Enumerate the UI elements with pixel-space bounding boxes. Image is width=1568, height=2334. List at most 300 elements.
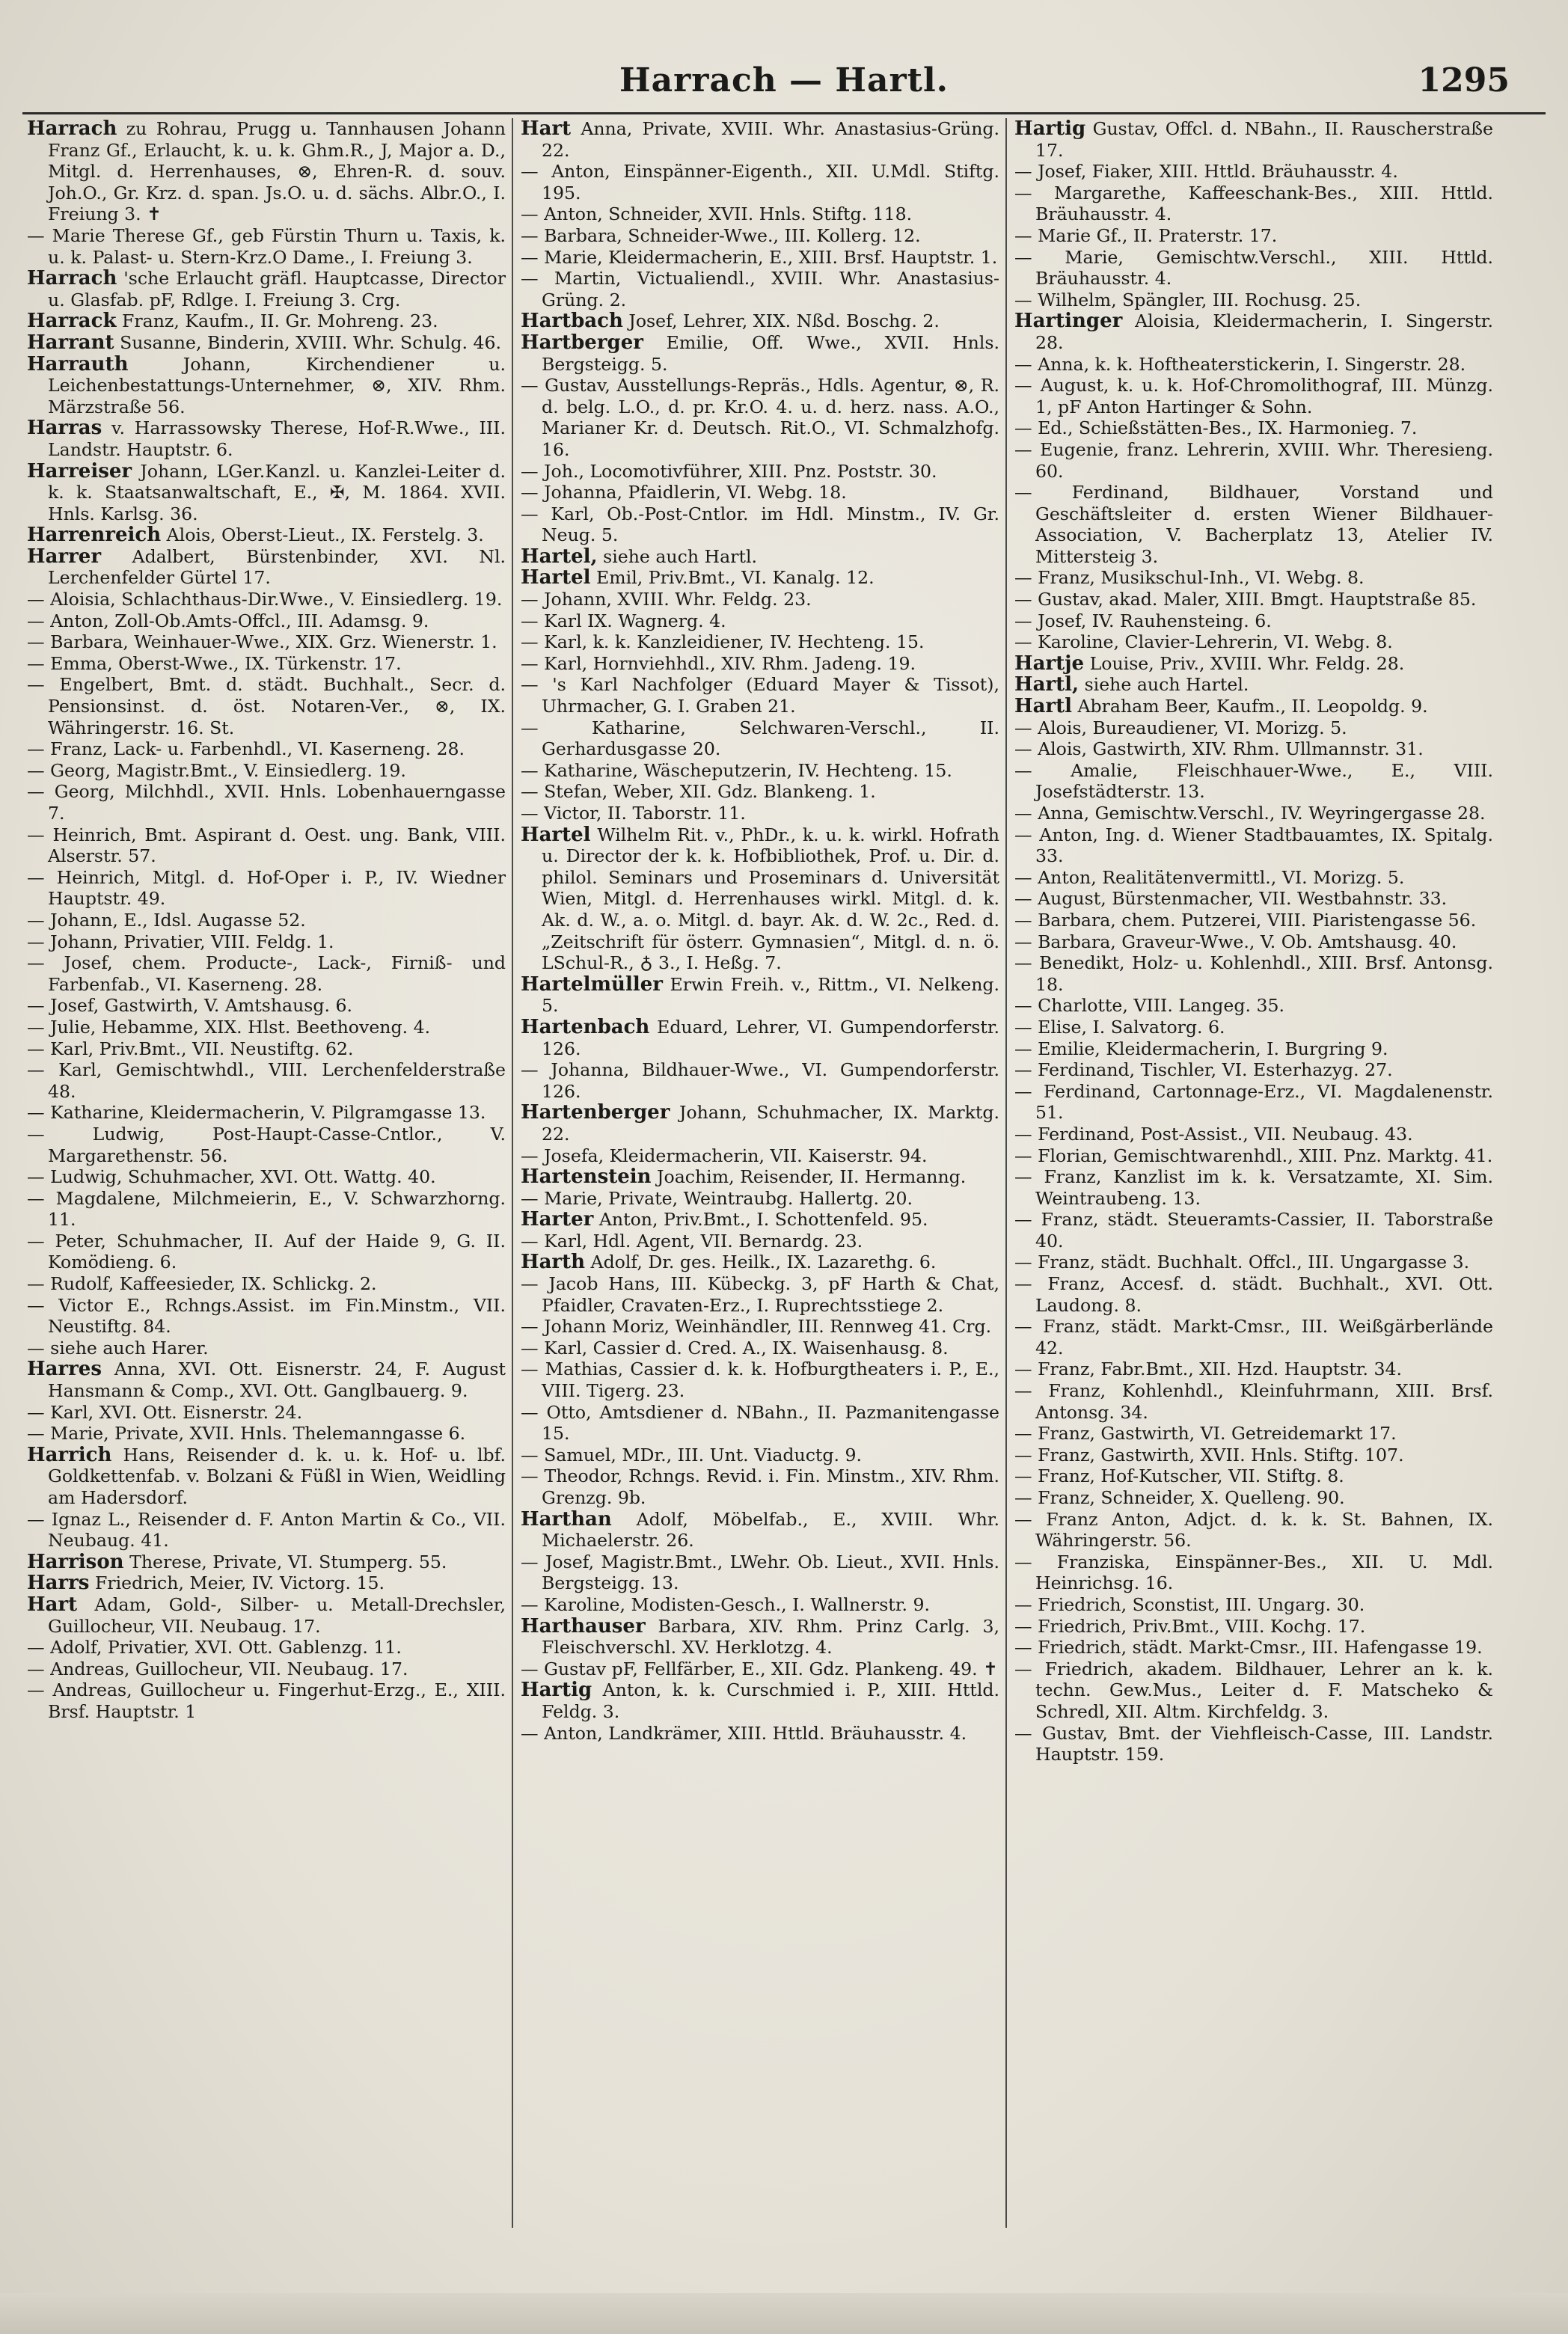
directory-entry — [27, 1059, 506, 1102]
directory-entry — [1014, 824, 1493, 867]
entry-text: — Wilhelm, Spängler, III. Rochusg. 25. — [1014, 289, 1362, 310]
entry-text: — Karl, Priv.Bmt., VII. Neustiftg. 62. — [27, 1038, 354, 1059]
directory-entry — [1014, 1594, 1493, 1616]
entry-text: — Andreas, Guillocheur u. Fingerhut-Erzg., E., XIII. Brsf. Hauptstr. 1 — [27, 1679, 506, 1722]
entry-text: — Adolf, Privatier, XVI. Ott. Gablenzg. 11. — [27, 1637, 402, 1658]
entry-surname: Harrenreich — [27, 524, 162, 547]
entry-text: — Theodor, Rchngs. Revid. i. Fin. Minstm., XIV. Rhm. Grenzg. 9b. — [521, 1465, 999, 1508]
entry-text: Johann, Schuhmacher, IX. Marktg. 22. — [542, 1102, 999, 1145]
entry-text: — Friedrich, städt. Markt-Cmsr., III. Hafengasse 19. — [1014, 1637, 1483, 1658]
entry-text: — Franz, Kanzlist im k. k. Versatzamte, XI. Sim. Weintraubeng. 13. — [1014, 1166, 1493, 1209]
entry-text: — Karoline, Clavier-Lehrerin, VI. Webg. 8. — [1014, 631, 1393, 653]
entry-surname: Hartelmüller — [521, 972, 663, 996]
directory-entry — [521, 1273, 999, 1316]
entry-text: Gustav, Offcl. d. NBahn., II. Rauscherstraße 17. — [1035, 118, 1494, 161]
directory-entry — [1014, 631, 1493, 653]
entry-text: — Andreas, Guillocheur, VII. Neubaug. 17. — [27, 1658, 408, 1679]
directory-entry — [1014, 354, 1493, 376]
entry-text: — Karl, Gemischtwhdl., VIII. Lerchenfelderstraße 48. — [27, 1059, 506, 1102]
entry-text: — Georg, Milchhdl., XVII. Hnls. Lobenhauerngasse 7. — [27, 781, 506, 824]
entry-text: — Anton, Ing. d. Wiener Stadtbauamtes, IX. Spitalg. 33. — [1014, 824, 1493, 867]
entry-text: — Katharine, Wäscheputzerin, IV. Hechteng. 15. — [521, 759, 952, 781]
entry-text: Anton, Priv.Bmt., I. Schottenfeld. 95. — [598, 1209, 928, 1231]
entry-text: — Franz, Schneider, X. Quelleng. 90. — [1014, 1487, 1345, 1508]
directory-entry — [27, 1231, 506, 1273]
entry-text: — Karl, XVI. Ott. Eisnerstr. 24. — [27, 1401, 303, 1423]
running-title: Harrach — Hartl. — [619, 61, 949, 99]
entry-surname: Harrack — [27, 310, 117, 333]
directory-entry — [521, 974, 999, 1017]
entry-text: — 's Karl Nachfolger (Eduard Mayer & Tissot), Uhrmacher, G. I. Graben 21. — [521, 674, 999, 717]
directory-entry — [27, 1338, 506, 1359]
entry-text: — Aloisia, Schlachthaus-Dir.Wwe., V. Einsiedlerg. 19. — [27, 589, 503, 610]
directory-entry — [1014, 1359, 1493, 1380]
entry-text: — siehe auch Harer. — [27, 1337, 209, 1359]
directory-entry — [1014, 375, 1493, 417]
entry-text: — Alois, Bureaudiener, VI. Morizg. 5. — [1014, 717, 1347, 738]
entry-text: — Samuel, MDr., III. Unt. Viaductg. 9. — [521, 1444, 863, 1465]
entry-surname: Harrant — [27, 331, 114, 354]
entry-text: Emil, Priv.Bmt., VI. Kanalg. 12. — [596, 567, 875, 589]
entry-text: — Barbara, Schneider-Wwe., III. Kollerg. 12. — [521, 224, 921, 246]
entry-text: Johann, LGer.Kanzl. u. Kanzlei-Leiter d. k. k. Staatsanwaltschaft, E., ✠, M. 1864. XVII. Hnls. Karlsg. 36. — [48, 460, 506, 524]
directory-entry — [521, 1209, 999, 1231]
entry-text: Abraham Beer, Kaufm., II. Leopoldg. 9. — [1077, 696, 1428, 717]
entry-surname: Harres — [27, 1358, 102, 1381]
entry-text: Josef, Lehrer, XIX. Nßd. Boschg. 2. — [628, 310, 940, 332]
entry-surname: Hart — [27, 1593, 78, 1616]
directory-entry — [1014, 1124, 1493, 1145]
directory-entry — [27, 1552, 506, 1573]
entry-text: — Emma, Oberst-Wwe., IX. Türkenstr. 17. — [27, 652, 402, 674]
directory-entry — [1014, 1380, 1493, 1423]
entry-text: — Marie Therese Gf., geb Fürstin Thurn u. Taxis, k. u. k. Palast- u. Stern-Krz.O Dame., I. Freiung 3. — [27, 224, 506, 268]
entry-text: Anna, Private, XVIII. Whr. Anastasius-Grüng. 22. — [542, 118, 1000, 161]
directory-entry — [521, 803, 999, 824]
entry-text: Anna, XVI. Ott. Eisnerstr. 24, F. August Hansmann & Comp., XVI. Ott. Ganglbauerg. 9. — [48, 1359, 506, 1402]
entry-text: — Ferdinand, Post-Assist., VII. Neubaug. 43. — [1014, 1123, 1413, 1145]
directory-entry — [27, 332, 506, 354]
entry-text: — Amalie, Fleischhauer-Wwe., E., VIII. Josefstädterstr. 13. — [1014, 759, 1493, 803]
entry-text: Hans, Reisender d. k. u. k. Hof- u. lbf. Goldkettenfab. v. Bolzani & Füßl in Wien, Weidling am Hadersdorf. — [48, 1444, 506, 1508]
directory-entry — [27, 1509, 506, 1552]
directory-entry — [1014, 738, 1493, 760]
directory-entry — [521, 1017, 999, 1059]
header-rule — [22, 112, 1546, 114]
entry-surname: Hartig — [521, 1679, 592, 1702]
entry-text: — Karl, Hornviehhdl., XIV. Rhm. Jadeng. 19. — [521, 652, 916, 674]
entry-text: Louise, Priv., XVIII. Whr. Feldg. 28. — [1089, 652, 1405, 674]
directory-entry — [1014, 1616, 1493, 1638]
directory-entry — [521, 1723, 999, 1745]
entry-text: — Martin, Victualiendl., XVIII. Whr. Anastasius-Grüng. 2. — [521, 268, 999, 310]
entry-text: — Franz, städt. Buchhalt. Offcl., III. Ungargasse 3. — [1014, 1252, 1470, 1273]
entry-text: — Heinrich, Bmt. Aspirant d. Oest. ung. Bank, VIII. Alserstr. 57. — [27, 824, 506, 867]
entry-surname: Hart — [521, 117, 572, 140]
directory-entry — [1014, 952, 1493, 995]
directory-entry — [521, 1594, 999, 1616]
entry-text: — Johanna, Pfaidlerin, VI. Webg. 18. — [521, 482, 847, 503]
directory-entry — [1014, 183, 1493, 225]
entry-text: Barbara, XIV. Rhm. Prinz Carlg. 3, Fleischverschl. XV. Herklotzg. 4. — [542, 1615, 1000, 1658]
directory-entry — [27, 653, 506, 675]
entry-text: — Ferdinand, Cartonnage-Erz., VI. Magdalenenstr. 51. — [1014, 1080, 1493, 1124]
entry-text: — Margarethe, Kaffeeschank-Bes., XIII. Httld. Bräuhausstr. 4. — [1014, 182, 1493, 225]
entry-text: Erwin Freih. v., Rittm., VI. Nelkeng. 5. — [542, 973, 999, 1017]
entry-text: — August, k. u. k. Hof-Chromolithograf, III. Münzg. 1, pF Anton Hartinger & Sohn. — [1014, 375, 1493, 417]
entry-text: — Jacob Hans, III. Kübeckg. 3, pF Harth & Chat, Pfaidler, Cravaten-Erz., I. Ruprechtsstiege 2. — [521, 1273, 999, 1316]
entry-text: — Florian, Gemischtwarenhdl., XIII. Pnz. Marktg. 41. — [1014, 1145, 1493, 1166]
directory-entry — [27, 310, 506, 332]
entry-text: — Franz, städt. Markt-Cmsr., III. Weißgärberlände 42. — [1014, 1316, 1493, 1359]
entry-surname: Hartel — [521, 566, 591, 589]
directory-entry — [1014, 1509, 1493, 1552]
directory-entry — [27, 631, 506, 653]
directory-entry — [1014, 567, 1493, 589]
directory-entry — [1014, 931, 1493, 953]
entry-text: — Josefa, Kleidermacherin, VII. Kaiserstr. 94. — [521, 1145, 928, 1166]
directory-entry — [27, 995, 506, 1017]
entry-text: — Gustav, Ausstellungs-Repräs., Hdls. Agentur, ⊗, R. d. belg. L.O., d. pr. Kr.O. 4. u. d. herz. nass. A.O., Marianer Kr. d. Deutsch. Rit.O., VI. Schmalzhofg. 16. — [521, 375, 999, 460]
directory-entry — [521, 118, 999, 161]
entry-surname: Harras — [27, 417, 102, 440]
directory-entry — [521, 1231, 999, 1252]
directory-entry — [521, 1102, 999, 1145]
directory-entry — [1014, 674, 1493, 696]
entry-text: — Josef, Gastwirth, V. Amtshausg. 6. — [27, 995, 353, 1017]
column-2 — [521, 118, 999, 1744]
entry-text: — Barbara, Weinhauer-Wwe., XIX. Grz. Wienerstr. 1. — [27, 631, 497, 653]
entry-text: — Ludwig, Schuhmacher, XVI. Ott. Wattg. 40. — [27, 1166, 436, 1188]
entry-surname: Hartberger — [521, 331, 643, 354]
directory-entry — [521, 546, 999, 568]
directory-entry — [521, 375, 999, 460]
entry-text: — Johann, XVIII. Whr. Feldg. 23. — [521, 589, 812, 610]
directory-entry — [1014, 439, 1493, 482]
entry-text: Franz, Kaufm., II. Gr. Mohreng. 23. — [122, 310, 438, 332]
entry-text: — Peter, Schuhmacher, II. Auf der Haide 9, G. II. Komödieng. 6. — [27, 1230, 506, 1273]
directory-entry — [521, 310, 999, 332]
entry-text: 'sche Erlaucht gräfl. Hauptcasse, Director u. Glasfab. pF, Rdlge. I. Freiung 3. Crg. — [48, 268, 506, 310]
directory-entry — [27, 1188, 506, 1231]
directory-entry — [1014, 1723, 1493, 1765]
entry-text: — Franz, Lack- u. Farbenhdl., VI. Kaserneng. 28. — [27, 738, 465, 760]
page-edge — [0, 2293, 1568, 2334]
entry-text: — Josef, Magistr.Bmt., LWehr. Ob. Lieut., XVII. Hnls. Bergsteigg. 13. — [521, 1551, 999, 1594]
directory-entry — [27, 417, 506, 460]
directory-entry — [27, 1445, 506, 1509]
entry-text: — Franz, Gastwirth, VI. Getreidemarkt 17. — [1014, 1423, 1397, 1445]
entry-surname: Hartel, — [521, 545, 598, 568]
entry-text: — Emilie, Kleidermacherin, I. Burgring 9. — [1014, 1038, 1388, 1059]
directory-entry — [27, 760, 506, 782]
directory-entry — [27, 1124, 506, 1166]
entry-surname: Hartel — [521, 823, 591, 846]
entry-surname: Hartenbach — [521, 1015, 650, 1038]
entry-text: — Gustav pF, Fellfärber, E., XII. Gdz. Plankeng. 49. ✝ — [521, 1658, 998, 1679]
entry-text: Adam, Gold-, Silber- u. Metall-Drechsler, Guillocheur, VII. Neubaug. 17. — [48, 1593, 506, 1637]
entry-text: zu Rohrau, Prugg u. Tannhausen Johann Franz Gf., Erlaucht, k. u. k. Ghm.R., J, Major a. D., Mitgl. d. Herrenhauses, ⊗, Ehren-R. d. souv. Joh.O., Gr. Krz. d. span. Js.O. u. d. sächs. Albr.O., I. Freiung 3. ✝ — [48, 118, 506, 225]
directory-entry — [521, 1552, 999, 1594]
directory-entry — [521, 1359, 999, 1401]
column-1 — [27, 118, 506, 1723]
entry-surname: Hartinger — [1014, 310, 1123, 333]
entry-text: — Rudolf, Kaffeesieder, IX. Schlickg. 2. — [27, 1273, 377, 1295]
directory-entry — [521, 247, 999, 269]
entry-surname: Harrich — [27, 1443, 112, 1466]
directory-entry — [1014, 760, 1493, 803]
directory-entry — [521, 1616, 999, 1658]
directory-entry — [1014, 610, 1493, 632]
directory-entry — [1014, 482, 1493, 567]
entry-text: — Franz, Accesf. d. städt. Buchhalt., XVI. Ott. Laudong. 8. — [1014, 1273, 1493, 1316]
directory-entry — [27, 781, 506, 824]
directory-entry — [27, 268, 506, 310]
directory-entry — [1014, 653, 1493, 675]
directory-entry — [521, 760, 999, 782]
entry-text: — Ferdinand, Tischler, VI. Esterhazyg. 27. — [1014, 1059, 1393, 1081]
directory-entry — [27, 1679, 506, 1722]
directory-entry — [1014, 1145, 1493, 1167]
directory-entry — [27, 1402, 506, 1424]
entry-text: — Anton, Einspänner-Eigenth., XII. U.Mdl. Stiftg. 195. — [521, 161, 999, 203]
entry-text: — Barbara, Graveur-Wwe., V. Ob. Amtshausg. 40. — [1014, 931, 1457, 952]
entry-text: — Franz, Hof-Kutscher, VII. Stiftg. 8. — [1014, 1465, 1344, 1487]
directory-entry — [27, 1166, 506, 1188]
entry-text: — Johann, Privatier, VIII. Feldg. 1. — [27, 931, 334, 952]
entry-text: — Josef, Fiaker, XIII. Httld. Bräuhausstr. 4. — [1014, 161, 1398, 183]
directory-entry — [1014, 1166, 1493, 1209]
column-separator — [1005, 118, 1007, 2228]
entry-text: — Josef, chem. Producte-, Lack-, Firniß- und Farbenfab., VI. Kaserneng. 28. — [27, 952, 506, 995]
directory-entry — [1014, 1209, 1493, 1252]
directory-entry — [1014, 803, 1493, 824]
directory-entry — [27, 867, 506, 910]
directory-entry — [1014, 1316, 1493, 1359]
entry-text: v. Harrassowsky Therese, Hof-R.Wwe., III. Landstr. Hauptstr. 6. — [48, 417, 506, 460]
entry-text: — Elise, I. Salvatorg. 6. — [1014, 1016, 1225, 1038]
directory-entry — [521, 1145, 999, 1167]
entry-text: Emilie, Off. Wwe., XVII. Hnls. Bergsteigg. 5. — [542, 331, 1000, 375]
entry-text: — Ed., Schießstätten-Bes., IX. Harmonieg. 7. — [1014, 417, 1418, 439]
directory-entry — [1014, 589, 1493, 610]
entry-text: — Franz, Fabr.Bmt., XII. Hzd. Hauptstr. 34. — [1014, 1359, 1403, 1380]
entry-surname: Hartl, — [1014, 673, 1079, 696]
entry-text: Susanne, Binderin, XVIII. Whr. Schulg. 46. — [120, 331, 501, 353]
entry-surname: Harthan — [521, 1507, 612, 1531]
entry-text: — Johann Moriz, Weinhändler, III. Rennweg 41. Crg. — [521, 1316, 992, 1338]
directory-entry — [1014, 225, 1493, 247]
entry-text: — Mathias, Cassier d. k. k. Hofburgtheaters i. P., E., VIII. Tigerg. 23. — [521, 1359, 999, 1402]
entry-text: Adolf, Möbelfab., E., XVIII. Whr. Michaelerstr. 26. — [542, 1508, 999, 1552]
directory-entry — [1014, 1445, 1493, 1466]
entry-text: — Franziska, Einspänner-Bes., XII. U. Mdl. Heinrichsg. 16. — [1014, 1551, 1493, 1594]
entry-text: Adolf, Dr. ges. Heilk., IX. Lazarethg. 6. — [590, 1252, 937, 1273]
entry-text: — Victor E., Rchngs.Assist. im Fin.Minstm., VII. Neustiftg. 84. — [27, 1294, 506, 1338]
entry-text: — Friedrich, Priv.Bmt., VIII. Kochg. 17. — [1014, 1615, 1366, 1637]
column-3 — [1014, 118, 1493, 1765]
entry-text: — Karl, Hdl. Agent, VII. Bernardg. 23. — [521, 1230, 863, 1252]
directory-entry — [1014, 1017, 1493, 1038]
directory-entry — [1014, 1637, 1493, 1658]
directory-entry — [521, 1188, 999, 1210]
directory-entry — [521, 1316, 999, 1338]
entry-text: Adalbert, Bürstenbinder, XVI. Nl. Lerchenfelder Gürtel 17. — [48, 545, 506, 589]
entry-text: — Josef, IV. Rauhensteing. 6. — [1014, 610, 1272, 631]
directory-entry — [1014, 1423, 1493, 1445]
directory-entry — [1014, 1081, 1493, 1124]
directory-entry — [27, 931, 506, 953]
entry-text: Therese, Private, VI. Stumperg. 55. — [129, 1551, 447, 1572]
entry-surname: Harthauser — [521, 1614, 646, 1638]
entry-text: — Ludwig, Post-Haupt-Casse-Cntlor., V. Margarethenstr. 56. — [27, 1123, 506, 1166]
entry-text: — Alois, Gastwirth, XIV. Rhm. Ullmannstr. 31. — [1014, 738, 1424, 760]
entry-surname: Harrach — [27, 117, 117, 140]
entry-text: — Barbara, chem. Putzerei, VIII. Piaristengasse 56. — [1014, 909, 1477, 931]
entry-text: — Karoline, Modisten-Gesch., I. Wallnerstr. 9. — [521, 1593, 930, 1615]
directory-entry — [521, 610, 999, 632]
directory-entry — [521, 781, 999, 803]
entry-text: — Gustav, Bmt. der Viehfleisch-Casse, III. Landstr. Hauptstr. 159. — [1014, 1722, 1493, 1765]
entry-text: — Franz, Gastwirth, XVII. Hnls. Stiftg. 107. — [1014, 1444, 1404, 1465]
directory-entry — [27, 674, 506, 738]
entry-text: — Karl, Cassier d. Cred. A., IX. Waisenhausg. 8. — [521, 1337, 949, 1359]
entry-text: — Johanna, Bildhauer-Wwe., VI. Gumpendorferstr. 126. — [521, 1059, 999, 1102]
directory-entry — [521, 461, 999, 483]
directory-entry — [27, 546, 506, 589]
entry-text: siehe auch Hartel. — [1084, 674, 1249, 696]
directory-entry — [27, 1017, 506, 1038]
directory-entry — [27, 952, 506, 995]
entry-text: — Marie, Private, XVII. Hnls. Thelemanngasse 6. — [27, 1423, 466, 1445]
directory-entry — [1014, 995, 1493, 1017]
directory-entry — [27, 1658, 506, 1680]
directory-entry — [521, 653, 999, 675]
entry-text: — Franz, städt. Steueramts-Cassier, II. Taborstraße 40. — [1014, 1209, 1493, 1252]
entry-text: — Franz Anton, Adjct. d. k. k. St. Bahnen, IX. Währingerstr. 56. — [1014, 1508, 1493, 1552]
entry-text: — Eugenie, franz. Lehrerin, XVIII. Whr. Theresieng. 60. — [1014, 438, 1493, 482]
entry-text: — Magdalene, Milchmeierin, E., V. Schwarzhorng. 11. — [27, 1187, 506, 1231]
directory-entry — [1014, 1273, 1493, 1316]
entry-text: Alois, Oberst-Lieut., IX. Ferstelg. 3. — [166, 524, 484, 546]
entry-text: — Anton, Schneider, XVII. Hnls. Stiftg. 118. — [521, 203, 913, 225]
directory-entry — [1014, 161, 1493, 183]
directory-entry — [521, 589, 999, 610]
entry-text: — Ignaz L., Reisender d. F. Anton Martin & Co., VII. Neubaug. 41. — [27, 1508, 506, 1552]
directory-entry — [521, 1509, 999, 1552]
entry-text: — Stefan, Weber, XII. Gdz. Blankeng. 1. — [521, 781, 876, 803]
entry-text: Eduard, Lehrer, VI. Gumpendorferstr. 126. — [542, 1016, 1000, 1059]
entry-text: — Marie Gf., II. Praterstr. 17. — [1014, 224, 1278, 246]
entry-text: — Karl IX. Wagnerg. 4. — [521, 610, 726, 631]
directory-entry — [27, 1637, 506, 1658]
entry-text: — Friedrich, akadem. Bildhauer, Lehrer an k. k. techn. Gew.Mus., Leiter d. F. Matscheko & Schredl, XII. Altm. Kirchfeldg. 3. — [1014, 1658, 1493, 1722]
directory-entry — [521, 1059, 999, 1102]
entry-text: — Victor, II. Taborstr. 11. — [521, 803, 746, 824]
entry-text: — Gustav, akad. Maler, XIII. Bmgt. Hauptstraße 85. — [1014, 589, 1477, 610]
entry-text: — Katharine, Selchwaren-Verschl., II. Gerhardusgasse 20. — [521, 717, 999, 760]
entry-surname: Hartenstein — [521, 1166, 652, 1189]
directory-entry — [521, 203, 999, 225]
entry-text: — Anna, k. k. Hoftheaterstickerin, I. Singerstr. 28. — [1014, 353, 1466, 375]
directory-entry — [521, 503, 999, 546]
directory-entry — [521, 567, 999, 589]
directory-entry — [1014, 118, 1493, 161]
directory-entry — [521, 1445, 999, 1466]
entry-text: — Benedikt, Holz- u. Kohlenhdl., XIII. Brsf. Antonsg. 18. — [1014, 952, 1493, 995]
directory-entry — [27, 118, 506, 225]
directory-entry — [1014, 247, 1493, 290]
directory-entry — [521, 631, 999, 653]
directory-entry — [1014, 1552, 1493, 1594]
directory-entry — [27, 589, 506, 610]
entry-text: — Karl, Ob.-Post-Cntlor. im Hdl. Minstm., IV. Gr. Neug. 5. — [521, 503, 999, 546]
entry-text: — Friedrich, Sconstist, III. Ungarg. 30. — [1014, 1593, 1365, 1615]
directory-entry — [521, 1166, 999, 1188]
directory-entry — [1014, 888, 1493, 910]
directory-entry — [1014, 910, 1493, 931]
directory-entry — [27, 461, 506, 525]
directory-entry — [27, 1273, 506, 1295]
page-header — [0, 61, 1568, 114]
directory-entry — [27, 1594, 506, 1637]
entry-text: — Julie, Hebamme, XIX. Hlst. Beethoveng. 4. — [27, 1016, 431, 1038]
directory-entry — [521, 268, 999, 310]
directory-entry — [1014, 1059, 1493, 1081]
directory-entry — [1014, 696, 1493, 717]
directory-entry — [1014, 290, 1493, 311]
entry-text: — Franz, Musikschul-Inh., VI. Webg. 8. — [1014, 567, 1365, 589]
entry-surname: Hartbach — [521, 310, 623, 333]
entry-text: Aloisia, Kleidermacherin, I. Singerstr. 28. — [1035, 310, 1493, 353]
directory-entry — [27, 738, 506, 760]
entry-surname: Harter — [521, 1208, 594, 1231]
entry-text: Wilhelm Rit. v., PhDr., k. u. k. wirkl. Hofrath u. Director der k. k. Hofbibliothek, Prof. u. Dir. d. philol. Seminars und Proseminars d. Universität Wien, Mitgl. d. Herrenhauses wirkl. Mitgl. d. k. Ak. d. W., a. o. Mitgl. d. bayr. Ak. d. W. 2c., Red. d. „Zeitschrift für österr. Gymnasien“, Mitgl. d. n. ö. LSchul-R., ♁ 3., I. Heßg. 7. — [542, 824, 1000, 974]
directory-entry — [27, 1295, 506, 1338]
directory-entry — [1014, 1252, 1493, 1273]
entry-text: — Johann, E., Idsl. Augasse 52. — [27, 909, 306, 931]
entry-text: — Heinrich, Mitgl. d. Hof-Oper i. P., IV. Wiedner Hauptstr. 49. — [27, 866, 506, 910]
directory-entry — [1014, 717, 1493, 739]
entry-text: — Anton, Realitätenvermittl., VI. Morizg. 5. — [1014, 866, 1405, 888]
directory-entry — [521, 824, 999, 974]
entry-text: — Marie, Kleidermacherin, E., XIII. Brsf. Hauptstr. 1. — [521, 246, 998, 268]
entry-text: — Ferdinand, Bildhauer, Vorstand und Geschäftsleiter d. ersten Wiener Bildhauer-Association, V. Bacherplatz 13, Atelier IV. Mittersteig 3. — [1014, 482, 1493, 567]
directory-entry — [521, 1252, 999, 1273]
directory-entry — [521, 1402, 999, 1445]
directory-entry — [521, 1679, 999, 1722]
column-separator — [512, 118, 513, 2228]
entry-text: Friedrich, Meier, IV. Victorg. 15. — [94, 1572, 385, 1594]
directory-entry — [521, 332, 999, 375]
directory-entry — [521, 1658, 999, 1680]
entry-text: Anton, k. k. Curschmied i. P., XIII. Httld. Feldg. 3. — [542, 1679, 999, 1722]
directory-entry — [27, 1102, 506, 1124]
directory-entry — [1014, 310, 1493, 353]
entry-surname: Hartje — [1014, 652, 1085, 675]
entry-text: — Marie, Private, Weintraubg. Hallertg. 20. — [521, 1187, 913, 1209]
entry-text: — Katharine, Kleidermacherin, V. Pilgramgasse 13. — [27, 1102, 486, 1124]
directory-entry — [27, 610, 506, 632]
entry-surname: Harrer — [27, 545, 102, 568]
directory-entry — [27, 1359, 506, 1401]
directory-entry — [27, 1572, 506, 1594]
entry-text: — Anton, Landkrämer, XIII. Httld. Bräuhausstr. 4. — [521, 1722, 967, 1744]
directory-entry — [521, 717, 999, 760]
directory-entry — [521, 674, 999, 717]
entry-text: — Otto, Amtsdiener d. NBahn., II. Pazmanitengasse 15. — [521, 1401, 999, 1445]
entry-text: — Charlotte, VIII. Langeg. 35. — [1014, 995, 1284, 1017]
